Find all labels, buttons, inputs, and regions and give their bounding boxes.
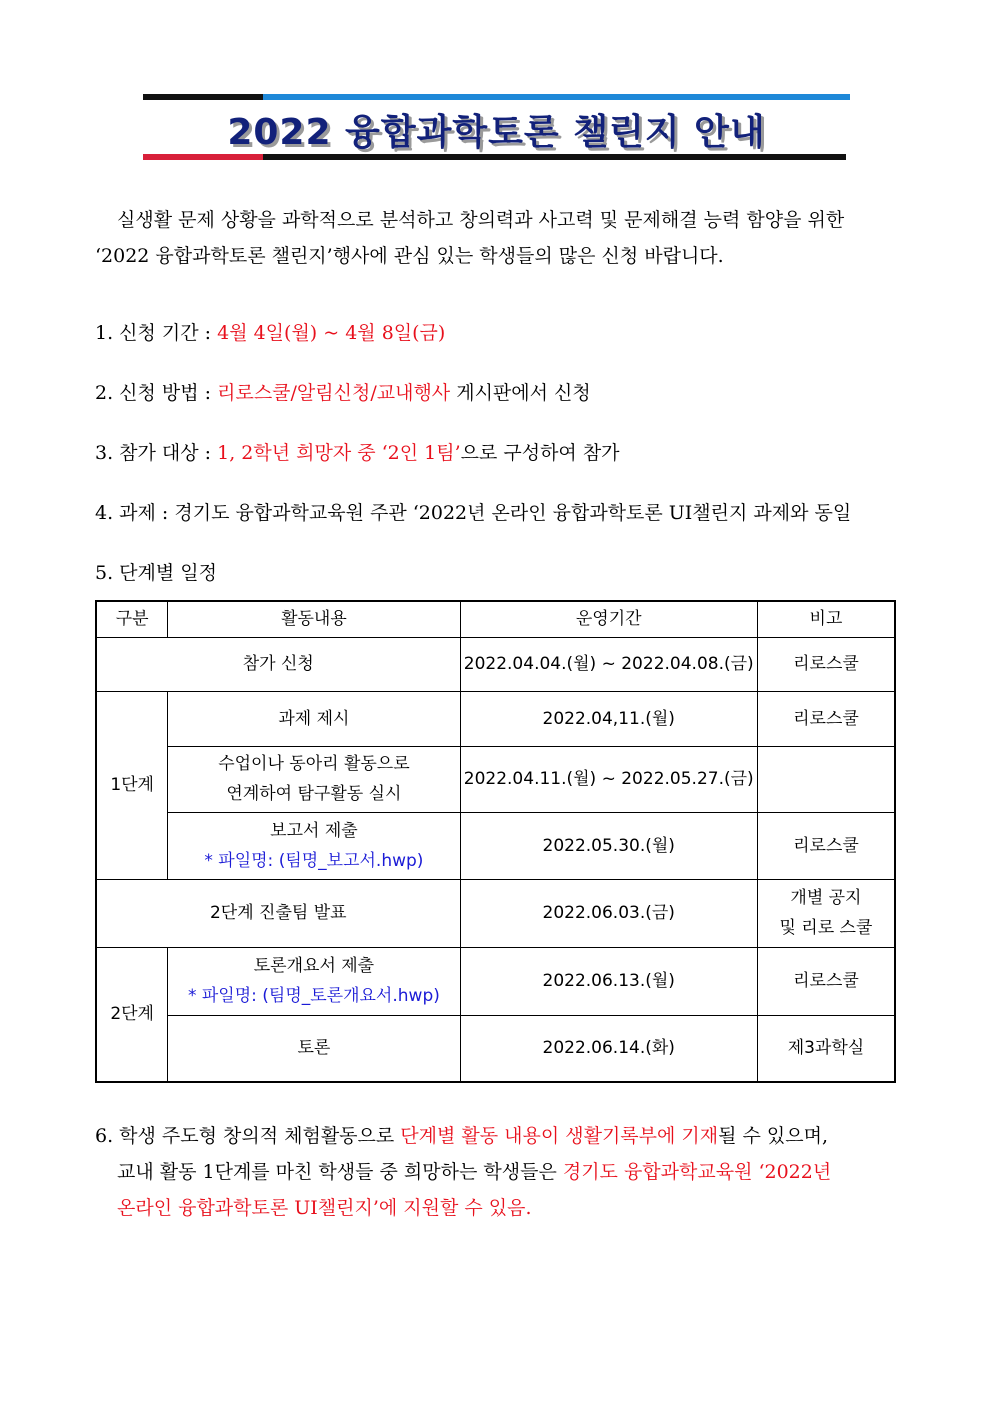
title-banner [143, 94, 850, 162]
table-row [96, 812, 895, 879]
note-text: 될 수 있으며, [718, 1125, 829, 1147]
item-schedule-heading: 5. 단계별 일정 [95, 562, 217, 584]
header-period: 운영기간 [460, 601, 757, 637]
table-header-row [96, 601, 895, 637]
cell-activity-line-1: 보고서 제출 [270, 820, 358, 841]
note-highlight: 경기도 융합과학교육원 ‘2022년 [562, 1161, 832, 1183]
title-bar-bottom-left [143, 154, 263, 160]
cell-note: 리로스쿨 [757, 637, 895, 691]
note-highlight: 단계별 활동 내용이 생활기록부에 기재 [400, 1125, 719, 1147]
schedule-table [95, 600, 896, 1083]
header-category: 구분 [96, 601, 168, 637]
table-row [96, 637, 895, 691]
cell-note-line-2: 및 리로 스쿨 [779, 918, 873, 938]
cell-period: 2022.06.14.(화) [460, 1015, 757, 1082]
cell-activity: 2단계 진출팀 발표 [96, 879, 460, 947]
table-row [96, 947, 895, 1015]
intro-line-1: 실생활 문제 상황을 과학적으로 분석하고 창의력과 사고력 및 문제해결 능력 함양을 위한 [117, 209, 845, 231]
cell-activity: 과제 제시 [168, 691, 460, 746]
cell-note [757, 879, 895, 947]
cell-period: 2022.04.11.(월) ~ 2022.05.27.(금) [460, 746, 757, 812]
cell-period: 2022.06.13.(월) [460, 947, 757, 1015]
cell-activity [168, 947, 460, 1015]
item-3-label: 3. 참가 대상 : [95, 442, 218, 464]
title-bar-top-right [263, 94, 850, 100]
cell-activity-line-2: 연계하여 탐구활동 실시 [226, 784, 402, 804]
item-apply-period [95, 318, 445, 345]
note-paragraph [95, 1118, 905, 1226]
item-3-suffix: 으로 구성하여 참가 [460, 442, 620, 464]
cell-activity: 토론 [168, 1015, 460, 1082]
cell-activity: 참가 신청 [96, 637, 460, 691]
title-bar-top-left [143, 94, 263, 100]
table-row [96, 746, 895, 812]
table-row [96, 879, 895, 947]
note-highlight: 온라인 융합과학토론 UI챌린지’에 지원할 수 있음. [117, 1197, 532, 1219]
cell-activity [168, 746, 460, 812]
note-line-1 [95, 1118, 905, 1154]
cell-filename-hint: * 파일명: (팀명_보고서.hwp) [204, 850, 424, 871]
page-title: 2022 융합과학토론 챌린지 안내 [227, 112, 766, 153]
item-participants [95, 438, 620, 465]
cell-activity-line-1: 토론개요서 제출 [253, 956, 375, 976]
header-note: 비고 [757, 601, 895, 637]
cell-note: 리로스쿨 [757, 947, 895, 1015]
intro-paragraph [95, 202, 900, 274]
item-1-value: 4월 4일(월) ~ 4월 8일(금) [217, 322, 446, 344]
cell-period: 2022.04,11.(월) [460, 691, 757, 746]
item-task: 4. 과제 : 경기도 융합과학교육원 주관 ‘2022년 온라인 융합과학토론 UI챌린지 과제와 동일 [95, 502, 852, 524]
cell-period: 2022.04.04.(월) ~ 2022.04.08.(금) [460, 637, 757, 691]
cell-period: 2022.05.30.(월) [460, 812, 757, 879]
cell-note-line-1: 개별 공지 [790, 888, 862, 908]
note-line-2 [95, 1154, 905, 1190]
cell-activity-line-1: 수업이나 동아리 활동으로 [218, 754, 410, 774]
note-line-3 [95, 1190, 905, 1226]
item-1-label: 1. 신청 기간 : [95, 322, 218, 344]
cell-period: 2022.06.03.(금) [460, 879, 757, 947]
table-row [96, 691, 895, 746]
note-text: 6. 학생 주도형 창의적 체험활동으로 [95, 1125, 401, 1147]
intro-line-2: ‘2022 융합과학토론 챌린지’행사에 관심 있는 학생들의 많은 신청 바랍니다. [95, 245, 724, 267]
cell-note: 제3과학실 [757, 1015, 895, 1082]
cell-stage-1: 1단계 [96, 691, 168, 879]
cell-activity [168, 812, 460, 879]
item-apply-method [95, 378, 591, 405]
cell-filename-hint: * 파일명: (팀명_토론개요서.hwp) [187, 986, 440, 1006]
item-2-suffix: 게시판에서 신청 [450, 382, 591, 404]
item-3-value: 1, 2학년 희망자 중 ‘2인 1팀’ [217, 442, 461, 464]
cell-note: 리로스쿨 [757, 691, 895, 746]
cell-note: 리로스쿨 [757, 812, 895, 879]
note-text: 교내 활동 1단계를 마친 학생들 중 희망하는 학생들은 [117, 1161, 563, 1183]
item-2-value: 리로스쿨/알림신청/교내행사 [217, 382, 451, 404]
item-2-label: 2. 신청 방법 : [95, 382, 218, 404]
header-activity: 활동내용 [168, 601, 460, 637]
cell-stage-2: 2단계 [96, 947, 168, 1082]
cell-note [757, 746, 895, 812]
title-bar-bottom-right [263, 154, 846, 160]
table-row [96, 1015, 895, 1082]
